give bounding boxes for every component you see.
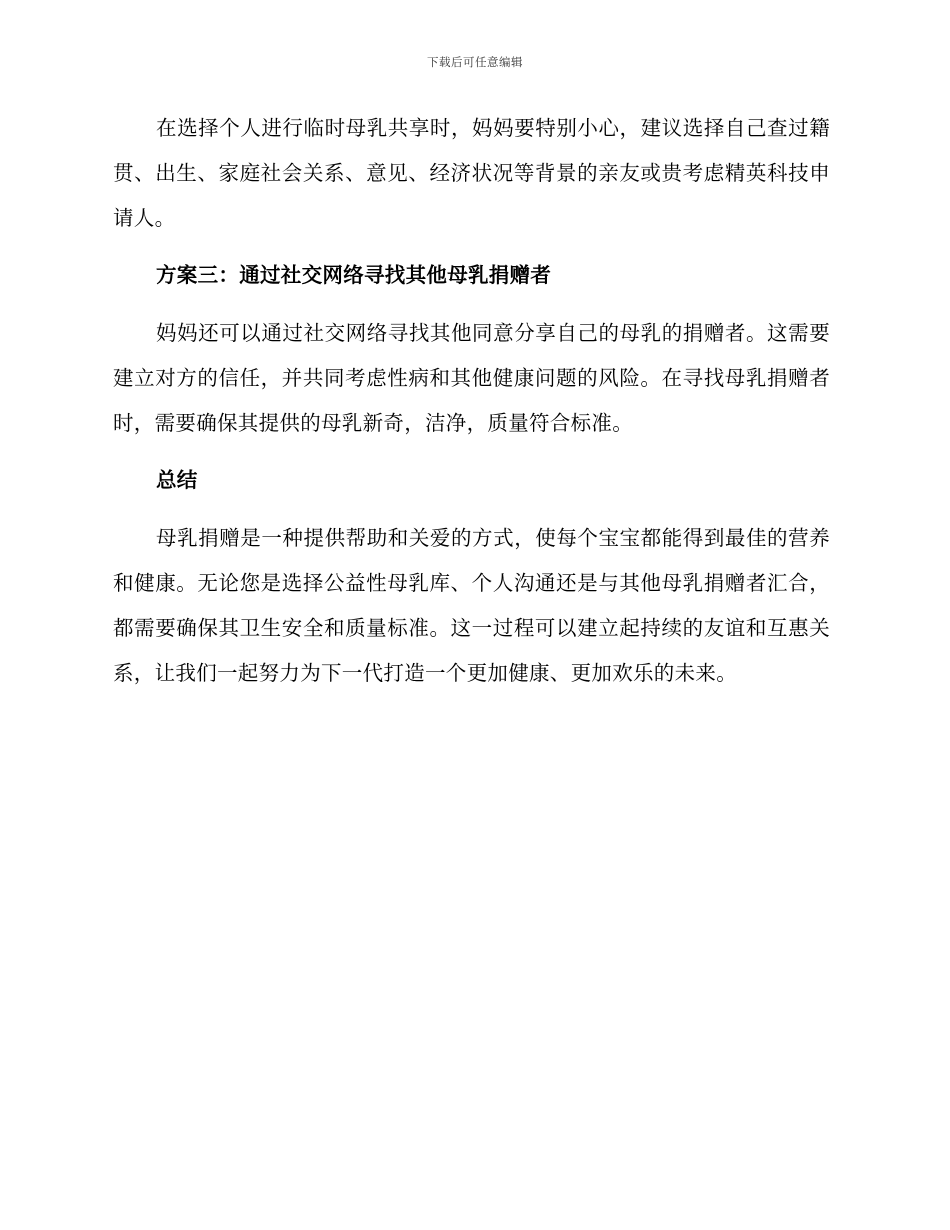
heading-summary: 总结: [156, 468, 198, 492]
paragraph-summary: 母乳捐赠是一种提供帮助和关爱的方式，使每个宝宝都能得到最佳的营养和健康。无论您是选择公益性母乳库、个人沟通还是与其他母乳捐赠者汇合，都需要确保其卫生安全和质量标准。这一过程可以建立起持续的友谊和互惠关系，让我们一起努力为下一代打造一个更加健康、更加欢乐的未来。: [113, 526, 830, 685]
paragraph-private-sharing: 在选择个人进行临时母乳共享时，妈妈要特别小心，建议选择自己查过籍贯、出生、家庭社会关系、意见、经济状况等背景的亲友或贵考虑精英科技申请人。: [113, 116, 830, 230]
page-header: 下载后可任意编辑: [427, 55, 523, 69]
document-body: [113, 106, 830, 708]
heading-plan-three: 方案三：通过社交网络寻找其他母乳捐赠者: [156, 263, 552, 287]
paragraph-social-network: 妈妈还可以通过社交网络寻找其他同意分享自己的母乳的捐赠者。这需要建立对方的信任，并共同考虑性病和其他健康问题的风险。在寻找母乳捐赠者时，需要确保其提供的母乳新奇，洁净，质量符合标准。: [113, 321, 830, 435]
